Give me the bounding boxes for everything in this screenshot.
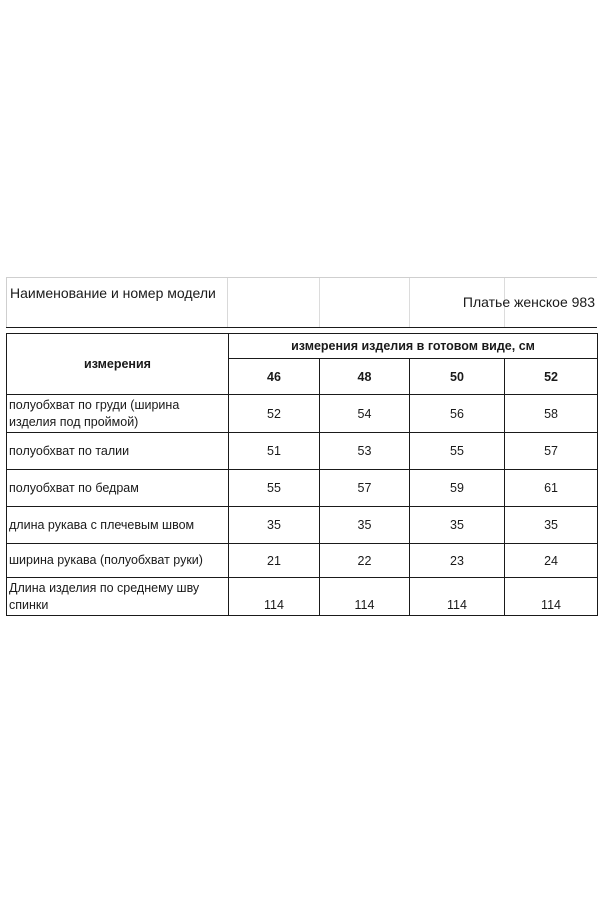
measurement-label: ширина рукава (полуобхват руки) [7, 544, 229, 578]
measurement-label: полуобхват по талии [7, 433, 229, 470]
grid-line [319, 278, 320, 327]
measurement-value: 61 [505, 470, 598, 507]
table-row [7, 470, 598, 507]
measurement-value: 58 [505, 395, 598, 433]
measurement-value: 35 [320, 507, 410, 544]
measurement-value: 35 [505, 507, 598, 544]
product-name: Платье женское 983 [462, 294, 595, 310]
measurement-value: 57 [320, 470, 410, 507]
measurement-value: 114 [229, 578, 320, 616]
measurement-value: 23 [410, 544, 505, 578]
size-header: 46 [229, 359, 320, 395]
measurement-value: 35 [410, 507, 505, 544]
measurement-label: длина рукава с плечевым швом [7, 507, 229, 544]
measurement-value: 52 [229, 395, 320, 433]
measurement-value: 35 [229, 507, 320, 544]
table-header-row [7, 334, 598, 359]
model-title-cell: Наименование и номер модели [6, 278, 228, 327]
table-row [7, 395, 598, 433]
measurement-value: 51 [229, 433, 320, 470]
table-row [7, 578, 598, 616]
measurement-value: 53 [320, 433, 410, 470]
measurement-value: 114 [410, 578, 505, 616]
measurement-value: 22 [320, 544, 410, 578]
table-row [7, 433, 598, 470]
measurement-value: 114 [320, 578, 410, 616]
size-chart-sheet [6, 277, 597, 622]
measurement-value: 114 [505, 578, 598, 616]
measurement-value: 24 [505, 544, 598, 578]
finished-measurements-header: измерения изделия в готовом виде, см [229, 334, 598, 359]
model-header-row [6, 277, 597, 328]
measurement-label: полуобхват по бедрам [7, 470, 229, 507]
measurement-value: 55 [410, 433, 505, 470]
size-header: 50 [410, 359, 505, 395]
measurement-value: 21 [229, 544, 320, 578]
measurement-value: 59 [410, 470, 505, 507]
measurement-label: Длина изделия по среднему шву спинки [7, 578, 229, 616]
size-header: 52 [505, 359, 598, 395]
measurement-value: 56 [410, 395, 505, 433]
table-row [7, 507, 598, 544]
measurements-table [6, 333, 598, 616]
size-header: 48 [320, 359, 410, 395]
grid-line [409, 278, 410, 327]
measurements-header: измерения [7, 334, 229, 395]
table-row [7, 544, 598, 578]
measurement-value: 54 [320, 395, 410, 433]
measurement-value: 55 [229, 470, 320, 507]
measurement-value: 57 [505, 433, 598, 470]
measurement-label: полуобхват по груди (ширина изделия под проймой) [7, 395, 229, 433]
